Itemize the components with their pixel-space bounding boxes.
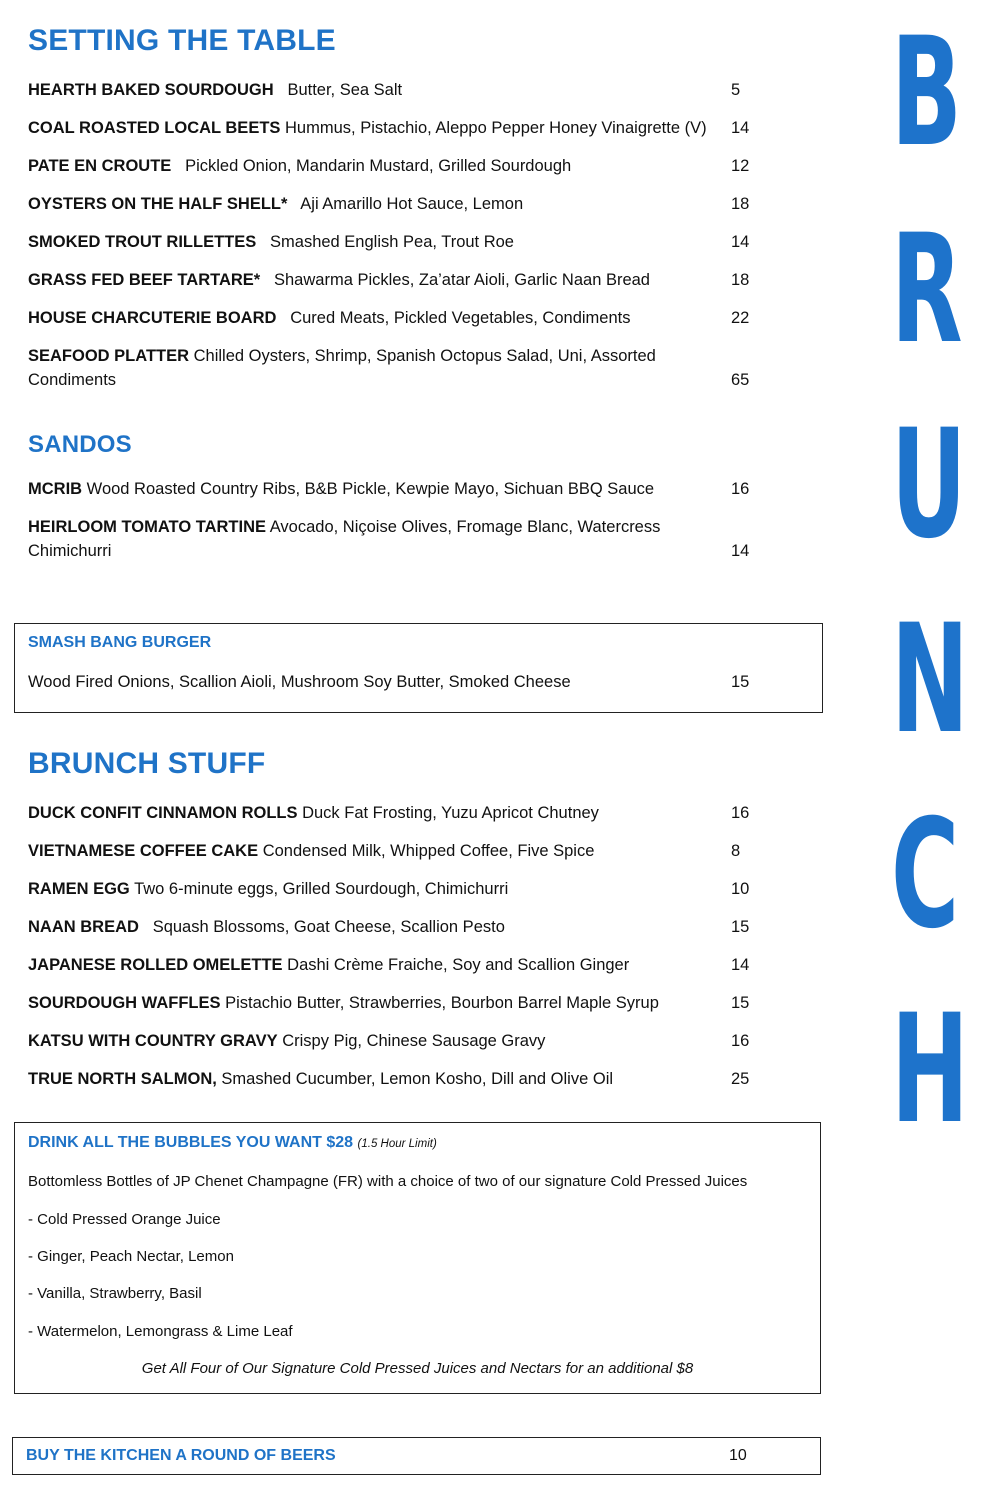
menu-item-price: 8	[731, 842, 741, 860]
burger-desc: Wood Fired Onions, Scallion Aioli, Mushroom Soy Butter, Smoked Cheese	[28, 673, 571, 691]
bubbles-option: - Vanilla, Strawberry, Basil	[28, 1285, 202, 1302]
banner-letter-c: C	[891, 788, 960, 962]
menu-item: HEIRLOOM TOMATO TARTINE Avocado, Niçoise Olives, Fromage Blanc, Watercress Chimichurri	[28, 518, 661, 560]
menu-item-price: 16	[731, 1032, 750, 1050]
section-title-brunch-stuff: BRUNCH STUFF	[28, 747, 266, 780]
banner-letter-b: B	[891, 6, 962, 180]
section-title-setting-the-table: SETTING THE TABLE	[28, 24, 336, 57]
bubbles-description: Bottomless Bottles of JP Chenet Champagne (FR) with a choice of two of our signature Cold Pressed Juices	[28, 1173, 748, 1190]
menu-item: VIETNAMESE COFFEE CAKE Condensed Milk, Whipped Coffee, Five Spice	[28, 842, 595, 860]
menu-item-price: 22	[731, 309, 750, 327]
menu-item-price: 5	[731, 81, 741, 99]
burger-price: 15	[731, 673, 750, 691]
bubbles-option: - Watermelon, Lemongrass & Lime Leaf	[28, 1323, 293, 1340]
beers-box	[12, 1437, 821, 1475]
banner-letter-h: H	[891, 983, 969, 1157]
bubbles-option: - Cold Pressed Orange Juice	[28, 1211, 221, 1228]
menu-item: HEARTH BAKED SOURDOUGH Butter, Sea Salt	[28, 81, 403, 99]
menu-item-price: 16	[731, 804, 750, 822]
section-title-sandos: SANDOS	[28, 431, 132, 458]
menu-item-price: 14	[731, 233, 750, 251]
menu-item: PATE EN CROUTE Pickled Onion, Mandarin Mustard, Grilled Sourdough	[28, 157, 572, 175]
menu-item: MCRIB Wood Roasted Country Ribs, B&B Pickle, Kewpie Mayo, Sichuan BBQ Sauce	[28, 480, 655, 498]
menu-item: DUCK CONFIT CINNAMON ROLLS Duck Fat Frosting, Yuzu Apricot Chutney	[28, 804, 599, 822]
menu-item-price: 18	[731, 271, 750, 289]
bubbles-title: DRINK ALL THE BUBBLES YOU WANT $28 (1.5 Hour Limit)	[28, 1134, 437, 1151]
menu-item: HOUSE CHARCUTERIE BOARD Cured Meats, Pickled Vegetables, Condiments	[28, 309, 631, 327]
burger-title: SMASH BANG BURGER	[28, 634, 212, 651]
bubbles-option: - Ginger, Peach Nectar, Lemon	[28, 1248, 234, 1265]
bubbles-footer: Get All Four of Our Signature Cold Pressed Juices and Nectars for an additional $8	[141, 1360, 694, 1377]
bubbles-box	[14, 1122, 821, 1394]
menu-item-price: 25	[731, 1070, 750, 1088]
banner-letter-n: N	[891, 593, 969, 767]
menu-item: TRUE NORTH SALMON, Smashed Cucumber, Lemon Kosho, Dill and Olive Oil	[28, 1070, 614, 1088]
menu-item: NAAN BREAD Squash Blossoms, Goat Cheese, Scallion Pesto	[28, 918, 505, 936]
beers-title: BUY THE KITCHEN A ROUND OF BEERS	[26, 1447, 336, 1464]
banner-letter-u: U	[891, 398, 967, 572]
menu-item-price: 18	[731, 195, 750, 213]
menu-item: SOURDOUGH WAFFLES Pistachio Butter, Strawberries, Bourbon Barrel Maple Syrup	[28, 994, 659, 1012]
menu-item-price: 65	[731, 371, 750, 389]
banner-letter-r: R	[891, 203, 963, 377]
beers-price: 10	[729, 1447, 747, 1464]
menu-item: JAPANESE ROLLED OMELETTE Dashi Crème Fraiche, Soy and Scallion Ginger	[28, 956, 630, 974]
menu-item: KATSU WITH COUNTRY GRAVY Crispy Pig, Chinese Sausage Gravy	[28, 1032, 546, 1050]
menu-item-price: 16	[731, 480, 750, 498]
menu-item-price: 15	[731, 918, 750, 936]
menu-item-price: 10	[731, 880, 750, 898]
menu-item: OYSTERS ON THE HALF SHELL* Aji Amarillo Hot Sauce, Lemon	[28, 195, 524, 213]
menu-item-price: 14	[731, 542, 750, 560]
menu-item-price: 14	[731, 956, 750, 974]
menu-item: GRASS FED BEEF TARTARE* Shawarma Pickles, Za’atar Aioli, Garlic Naan Bread	[28, 271, 650, 289]
menu-item: RAMEN EGG Two 6-minute eggs, Grilled Sourdough, Chimichurri	[28, 880, 509, 898]
menu-item-price: 12	[731, 157, 750, 175]
burger-box	[14, 623, 823, 713]
menu-item-price: 14	[731, 119, 750, 137]
menu-item-price: 15	[731, 994, 750, 1012]
menu-item: SEAFOOD PLATTER Chilled Oysters, Shrimp, Spanish Octopus Salad, Uni, Assorted Condiments	[28, 347, 656, 389]
bubbles-note: (1.5 Hour Limit)	[357, 1138, 437, 1150]
menu-item: SMOKED TROUT RILLETTES Smashed English Pea, Trout Roe	[28, 233, 514, 251]
menu-item: COAL ROASTED LOCAL BEETS Hummus, Pistachio, Aleppo Pepper Honey Vinaigrette (V)	[28, 119, 707, 137]
